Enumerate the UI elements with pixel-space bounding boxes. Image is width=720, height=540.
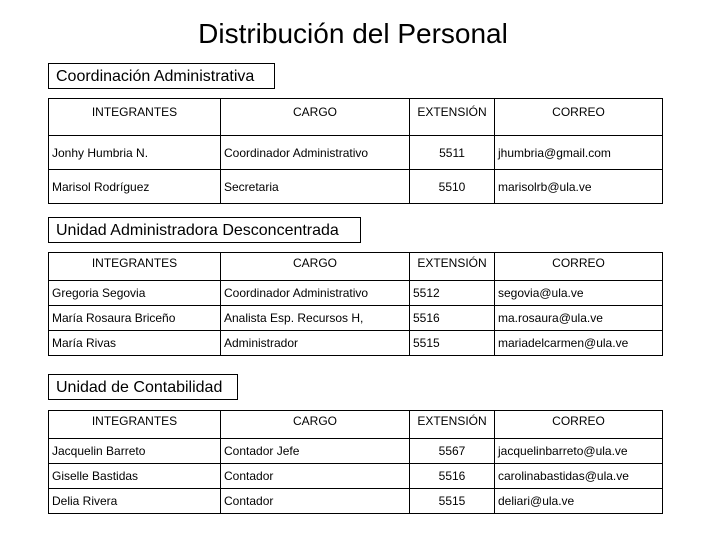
- table-row: [49, 439, 663, 464]
- cell-cargo: Secretaria: [221, 170, 410, 204]
- cell-correo: marisolrb@ula.ve: [495, 170, 663, 204]
- cell-cargo: Analista Esp. Recursos H,: [221, 306, 410, 331]
- cell-correo: jhumbria@gmail.com: [495, 136, 663, 170]
- cell-integrante: María Rivas: [49, 331, 221, 356]
- cell-integrante: María Rosaura Briceño: [49, 306, 221, 331]
- table-row: [49, 331, 663, 356]
- cell-correo: segovia@ula.ve: [495, 281, 663, 306]
- cell-extension: 5516: [410, 464, 495, 489]
- cell-correo: jacquelinbarreto@ula.ve: [495, 439, 663, 464]
- table-unidad-administradora: [48, 252, 663, 356]
- table-row: [49, 306, 663, 331]
- cell-extension: 5510: [410, 170, 495, 204]
- cell-cargo: Coordinador Administrativo: [221, 281, 410, 306]
- table-header-row: [49, 253, 663, 281]
- table-coordinacion: [48, 98, 663, 204]
- table-row: [49, 464, 663, 489]
- header-integrantes: INTEGRANTES: [49, 411, 221, 439]
- section-title-contabilidad: Unidad de Contabilidad: [48, 374, 238, 400]
- cell-extension: 5511: [410, 136, 495, 170]
- header-cargo: CARGO: [221, 99, 410, 136]
- cell-extension: 5567: [410, 439, 495, 464]
- table-header-row: [49, 411, 663, 439]
- cell-cargo: Coordinador Administrativo: [221, 136, 410, 170]
- cell-integrante: Delia Rivera: [49, 489, 221, 514]
- header-correo: CORREO: [495, 411, 663, 439]
- cell-integrante: Gregoria Segovia: [49, 281, 221, 306]
- cell-integrante: Marisol Rodríguez: [49, 170, 221, 204]
- header-extension: EXTENSIÓN: [410, 411, 495, 439]
- table-row: [49, 170, 663, 204]
- cell-integrante: Jonhy Humbria N.: [49, 136, 221, 170]
- header-extension: EXTENSIÓN: [410, 253, 495, 281]
- page-title: Distribución del Personal: [198, 18, 508, 49]
- cell-cargo: Contador: [221, 464, 410, 489]
- cell-correo: ma.rosaura@ula.ve: [495, 306, 663, 331]
- cell-cargo: Contador: [221, 489, 410, 514]
- table-header-row: [49, 99, 663, 136]
- cell-extension: 5512: [410, 281, 495, 306]
- cell-correo: mariadelcarmen@ula.ve: [495, 331, 663, 356]
- header-correo: CORREO: [495, 99, 663, 136]
- table-contabilidad: [48, 410, 663, 514]
- cell-correo: carolinabastidas@ula.ve: [495, 464, 663, 489]
- section-title-coordinacion: Coordinación Administrativa: [48, 63, 275, 89]
- section-title-unidad-administradora: Unidad Administradora Desconcentrada: [48, 217, 361, 243]
- cell-extension: 5516: [410, 306, 495, 331]
- cell-cargo: Contador Jefe: [221, 439, 410, 464]
- cell-integrante: Giselle Bastidas: [49, 464, 221, 489]
- header-cargo: CARGO: [221, 253, 410, 281]
- header-extension: EXTENSIÓN: [410, 99, 495, 136]
- cell-correo: deliari@ula.ve: [495, 489, 663, 514]
- header-integrantes: INTEGRANTES: [49, 253, 221, 281]
- cell-extension: 5515: [410, 331, 495, 356]
- cell-extension: 5515: [410, 489, 495, 514]
- table-row: [49, 281, 663, 306]
- table-row: [49, 136, 663, 170]
- table-row: [49, 489, 663, 514]
- cell-cargo: Administrador: [221, 331, 410, 356]
- cell-integrante: Jacquelin Barreto: [49, 439, 221, 464]
- header-cargo: CARGO: [221, 411, 410, 439]
- header-integrantes: INTEGRANTES: [49, 99, 221, 136]
- header-correo: CORREO: [495, 253, 663, 281]
